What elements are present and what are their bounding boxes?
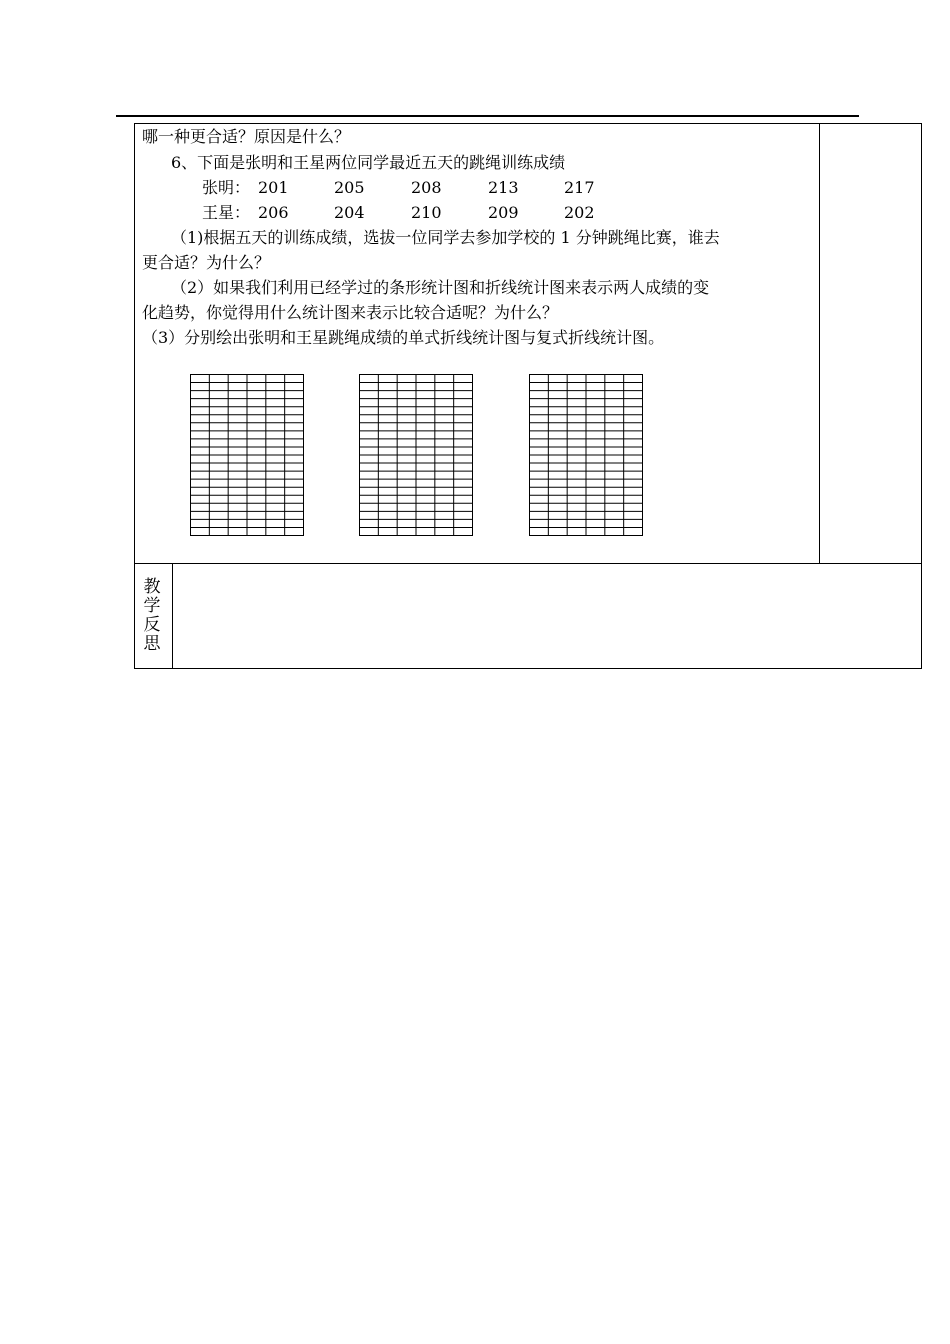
score-wangxing-2: 204 xyxy=(334,203,365,222)
header-rule xyxy=(116,115,859,117)
reflection-content-cell[interactable] xyxy=(172,563,922,669)
blank-grid-2[interactable] xyxy=(359,374,473,536)
score-wangxing-1: 206 xyxy=(258,203,289,222)
reflection-label xyxy=(142,578,162,654)
sub-question-3: （3）分别绘出张明和王星跳绳成绩的单式折线统计图与复式折线统计图。 xyxy=(142,328,665,347)
student-label-zhangming: 张明： xyxy=(202,178,251,197)
score-wangxing-3: 210 xyxy=(411,203,442,222)
score-zhangming-1: 201 xyxy=(258,178,289,197)
reflection-label-char-2: 学 xyxy=(143,596,161,616)
sub-question-2-line-2: 化趋势，你觉得用什么统计图来表示比较合适呢？为什么？ xyxy=(142,303,559,322)
sub-question-1-line-2: 更合适？为什么？ xyxy=(142,253,271,272)
reflection-label-char-4: 思 xyxy=(143,634,161,654)
blank-grid-1[interactable] xyxy=(190,374,304,536)
score-zhangming-2: 205 xyxy=(334,178,365,197)
sub-question-2-line-1: （2）如果我们利用已经学过的条形统计图和折线统计图来表示两人成绩的变 xyxy=(171,278,710,297)
score-zhangming-4: 213 xyxy=(488,178,519,197)
intro-line: 哪一种更合适？原因是什么？ xyxy=(142,127,351,146)
score-wangxing-5: 202 xyxy=(564,203,595,222)
score-wangxing-4: 209 xyxy=(488,203,519,222)
notes-cell xyxy=(819,123,922,564)
reflection-label-char-1: 教 xyxy=(143,577,161,597)
blank-grid-3[interactable] xyxy=(529,374,643,536)
score-zhangming-5: 217 xyxy=(564,178,595,197)
score-zhangming-3: 208 xyxy=(411,178,442,197)
sub-question-1-line-1: （1)根据五天的训练成绩，选拔一位同学去参加学校的 1 分钟跳绳比赛，谁去 xyxy=(171,228,720,247)
student-label-wangxing: 王星： xyxy=(202,203,251,222)
reflection-label-char-3: 反 xyxy=(143,615,161,635)
question-6: 6、下面是张明和王星两位同学最近五天的跳绳训练成绩 xyxy=(171,153,566,172)
